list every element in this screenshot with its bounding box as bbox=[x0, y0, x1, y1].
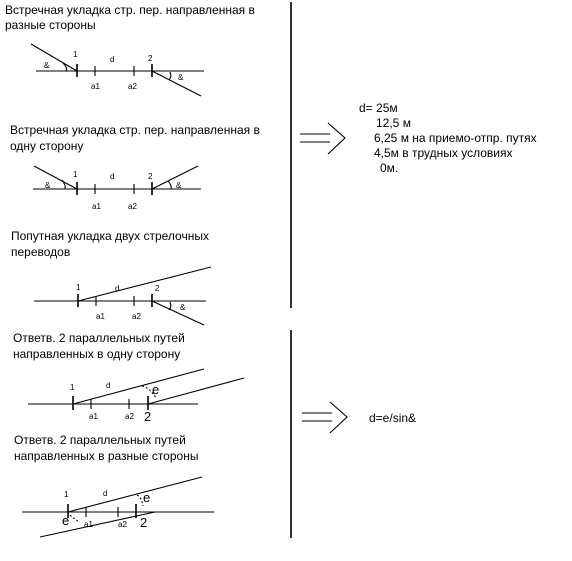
distance-value-line-1: d= 25м bbox=[359, 101, 398, 115]
d3-a2-label: a2 bbox=[132, 312, 141, 321]
distance-value-line-4: 4,5м в трудных условиях bbox=[374, 146, 513, 160]
caption-diagram-5-line-2: направленных в разные стороны bbox=[14, 449, 199, 463]
caption-diagram-1-line-2: разные стороны bbox=[5, 18, 96, 32]
d1-angle-right-label: & bbox=[178, 73, 184, 82]
distance-value-line-3: 6,25 м на приемо-отпр. путях bbox=[374, 131, 537, 145]
caption-diagram-2-line-1: Встречная укладка стр. пер. направленная в bbox=[10, 123, 260, 137]
d5-offset-e-top-label: e bbox=[143, 490, 151, 505]
diagram-3-tracks bbox=[34, 267, 211, 325]
d4-point-1-label: 1 bbox=[70, 383, 75, 392]
d1-distance-label: d bbox=[110, 55, 115, 64]
d1-angle-left-label: & bbox=[44, 61, 50, 70]
d5-offset-e-bottom-label: e bbox=[62, 513, 70, 528]
d3-point-1-label: 1 bbox=[76, 283, 81, 292]
caption-diagram-2-line-2: одну сторону bbox=[10, 139, 84, 153]
d4-distance-label: d bbox=[106, 381, 111, 390]
distance-value-line-2: 12,5 м bbox=[376, 116, 411, 130]
d4-a2-label: a2 bbox=[125, 412, 134, 421]
d1-point-1-label: 1 bbox=[73, 50, 78, 59]
caption-diagram-3-line-2: переводов bbox=[11, 245, 71, 259]
implication-arrow-top bbox=[300, 123, 345, 154]
d1-a1-label: a1 bbox=[91, 82, 100, 91]
caption-diagram-4-line-1: Ответв. 2 параллельных путей bbox=[13, 331, 185, 345]
d2-point-1-label: 1 bbox=[73, 170, 78, 179]
implication-arrow-bottom bbox=[302, 402, 347, 433]
d3-angle-right-label: & bbox=[180, 303, 186, 312]
d5-point-1-label: 1 bbox=[64, 490, 69, 499]
d3-distance-label: d bbox=[115, 284, 120, 293]
d5-a2-label: a2 bbox=[118, 520, 127, 529]
d2-point-2-label: 2 bbox=[148, 172, 153, 181]
d2-distance-label: d bbox=[110, 172, 115, 181]
d4-offset-e-label: e bbox=[152, 382, 160, 397]
d2-angle-right-label: & bbox=[176, 181, 182, 190]
distance-value-line-5: 0м. bbox=[380, 161, 399, 175]
diagram-4-tracks bbox=[28, 369, 244, 410]
d4-a1-label: a1 bbox=[89, 412, 98, 421]
distance-formula: d=e/sin& bbox=[369, 411, 417, 425]
d2-a1-label: a1 bbox=[92, 202, 101, 211]
d5-distance-label: d bbox=[103, 489, 108, 498]
caption-diagram-1-line-1: Встречная укладка стр. пер. направленная в bbox=[5, 3, 255, 17]
d5-point-2-label: 2 bbox=[140, 515, 148, 530]
caption-diagram-4-line-2: направленных в одну сторону bbox=[13, 347, 181, 361]
d2-angle-left-label: & bbox=[45, 181, 51, 190]
caption-diagram-5-line-1: Ответв. 2 параллельных путей bbox=[14, 433, 186, 447]
d5-a1-label: a1 bbox=[84, 520, 93, 529]
d3-point-2-label: 2 bbox=[155, 284, 160, 293]
d1-a2-label: a2 bbox=[128, 82, 137, 91]
d2-a2-label: a2 bbox=[128, 202, 137, 211]
d4-point-2-label: 2 bbox=[144, 409, 152, 424]
d1-point-2-label: 2 bbox=[148, 54, 153, 63]
caption-diagram-3-line-1: Попутная укладка двух стрелочных bbox=[11, 229, 209, 243]
d3-a1-label: a1 bbox=[96, 312, 105, 321]
diagram-1-tracks bbox=[31, 44, 204, 96]
